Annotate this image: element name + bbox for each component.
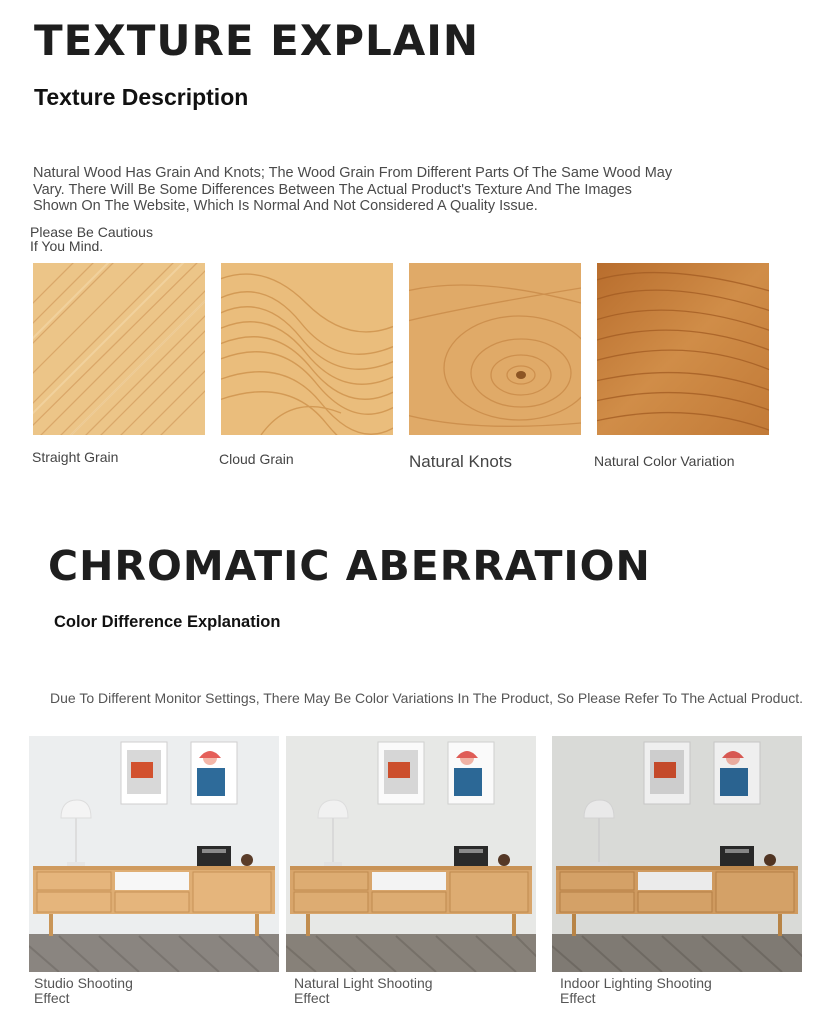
texture-heading: TEXTURE EXPLAIN	[34, 16, 480, 65]
photo-caption-natural-light-line1: Natural Light Shooting	[294, 975, 433, 991]
tv-cabinet-photo-studio	[29, 736, 279, 972]
photo-caption-natural-light-line2: Effect	[294, 990, 330, 1006]
swatch-label-natural-knots: Natural Knots	[409, 452, 512, 471]
photo-caption-indoor-lighting-line1: Indoor Lighting Shooting	[560, 975, 712, 991]
caution-line-2: If You Mind.	[30, 238, 104, 254]
chromatic-subheading: Color Difference Explanation	[54, 613, 281, 631]
caution-line-1: Please Be Cautious	[30, 224, 153, 240]
photo-caption-studio-line1: Studio Shooting	[34, 975, 133, 991]
texture-description: Natural Wood Has Grain And Knots; The Wood Grain From Different Parts Of The Same Wood May Vary. There Will Be Some Differences Between The Actual Product's Texture And The Images Shown On The Website, Which Is Normal And Not Considered A Quality Issue.	[33, 165, 673, 214]
cloud-grain-wood-swatch	[221, 263, 393, 435]
photo-caption-indoor-lighting	[560, 976, 712, 1006]
photo-caption-natural-light	[294, 976, 433, 1006]
natural-knots-wood-swatch	[409, 263, 581, 435]
photo-caption-studio	[34, 976, 133, 1006]
swatch-label-cloud-grain: Cloud Grain	[219, 451, 294, 467]
swatch-label-straight-grain: Straight Grain	[32, 449, 119, 465]
chromatic-heading: CHROMATIC ABERRATION	[48, 542, 651, 590]
swatch-label-color-variation: Natural Color Variation	[594, 453, 735, 469]
caution-note	[30, 225, 153, 253]
chromatic-description: Due To Different Monitor Settings, There May Be Color Variations In The Product, So Please Refer To The Actual Product.	[50, 690, 804, 706]
texture-subheading: Texture Description	[34, 84, 249, 110]
photo-caption-indoor-lighting-line2: Effect	[560, 990, 596, 1006]
straight-grain-wood-swatch	[33, 263, 205, 435]
photo-caption-studio-line2: Effect	[34, 990, 70, 1006]
color-variation-wood-swatch	[597, 263, 769, 435]
tv-cabinet-photo-indoor-lighting	[552, 736, 802, 972]
tv-cabinet-photo-natural-light	[286, 736, 536, 972]
